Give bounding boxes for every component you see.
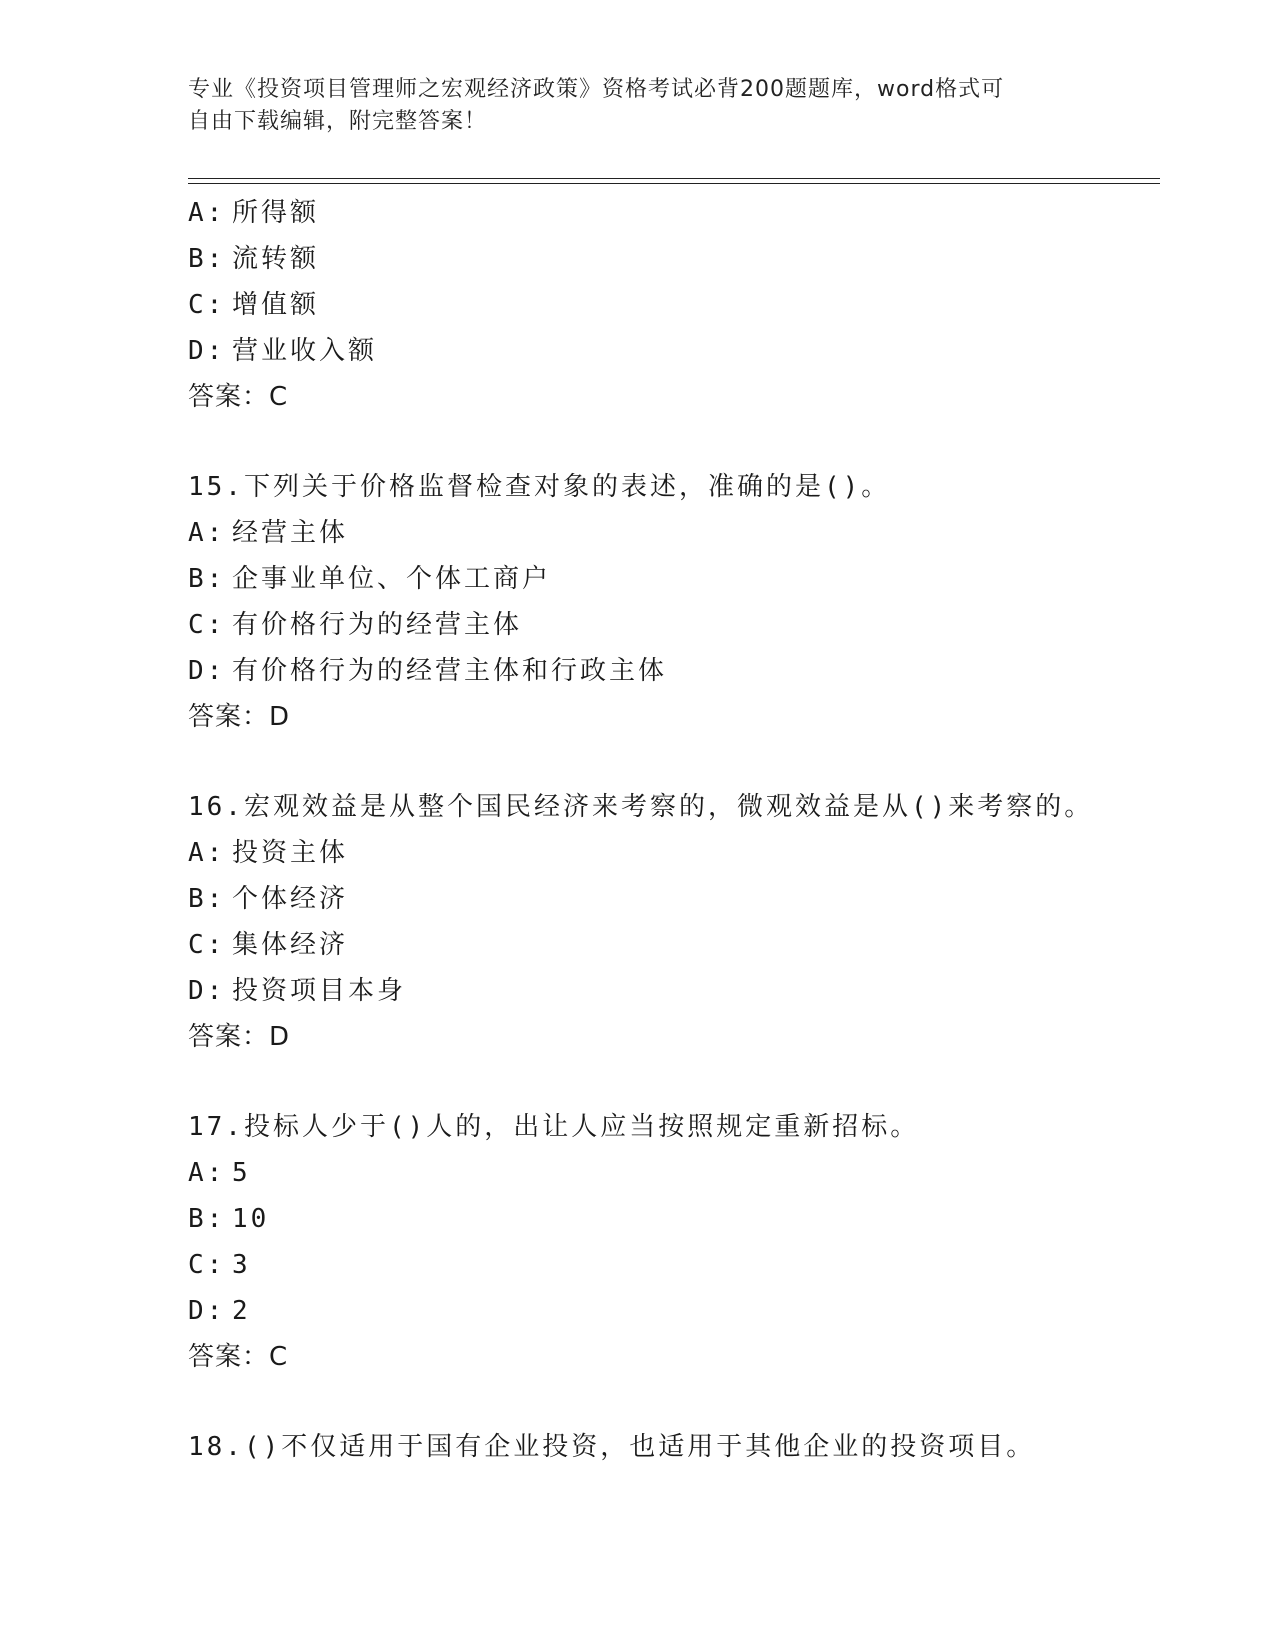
option-text: 所得额 [232, 198, 320, 228]
header-divider [188, 178, 1160, 184]
option-text: 有价格行为的经营主体 [232, 610, 523, 640]
option-a [188, 190, 1148, 236]
question-stem: 16.宏观效益是从整个国民经济来考察的，微观效益是从()来考察的。 [188, 792, 1094, 822]
question-stem: 17.投标人少于()人的，出让人应当按照规定重新招标。 [188, 1112, 920, 1142]
option-text: 集体经济 [232, 930, 349, 960]
option-letter: D: [188, 336, 226, 366]
question-list [188, 190, 1148, 1470]
option-d [188, 648, 1148, 694]
option-letter: C: [188, 290, 226, 320]
option-letter: C: [188, 1250, 226, 1280]
option-letter: B: [188, 564, 226, 594]
answer-line: 答案：D [188, 702, 291, 732]
option-d [188, 968, 1148, 1014]
option-a [188, 830, 1148, 876]
option-letter: C: [188, 610, 226, 640]
option-a [188, 1150, 1148, 1196]
option-d [188, 328, 1148, 374]
option-letter: B: [188, 244, 226, 274]
option-letter: A: [188, 1158, 226, 1188]
answer-line: 答案：C [188, 382, 289, 412]
option-letter: C: [188, 930, 226, 960]
option-c [188, 922, 1148, 968]
option-text: 投资主体 [232, 838, 349, 868]
option-text: 有价格行为的经营主体和行政主体 [232, 656, 668, 686]
question-18 [188, 1424, 1148, 1470]
option-text: 5 [232, 1158, 251, 1188]
option-letter: A: [188, 198, 226, 228]
header-line-1: 专业《投资项目管理师之宏观经济政策》资格考试必背200题题库，word格式可 [188, 77, 1005, 102]
option-letter: D: [188, 1296, 226, 1326]
answer-line: 答案：C [188, 1342, 289, 1372]
option-text: 经营主体 [232, 518, 349, 548]
option-text: 2 [232, 1296, 251, 1326]
document-header [188, 74, 1088, 138]
option-letter: B: [188, 1204, 226, 1234]
option-letter: D: [188, 656, 226, 686]
option-c [188, 602, 1148, 648]
option-text: 3 [232, 1250, 251, 1280]
option-letter: B: [188, 884, 226, 914]
option-letter: A: [188, 838, 226, 868]
question-15 [188, 464, 1148, 740]
option-letter: D: [188, 976, 226, 1006]
option-c [188, 282, 1148, 328]
header-line-2: 自由下载编辑，附完整答案！ [188, 109, 488, 134]
option-text: 增值额 [232, 290, 320, 320]
option-text: 投资项目本身 [232, 976, 407, 1006]
option-letter: A: [188, 518, 226, 548]
option-a [188, 510, 1148, 556]
option-b [188, 876, 1148, 922]
option-b [188, 1196, 1148, 1242]
answer-line: 答案：D [188, 1022, 291, 1052]
option-text: 流转额 [232, 244, 320, 274]
option-text: 10 [232, 1204, 270, 1234]
option-text: 个体经济 [232, 884, 349, 914]
question-stem: 15.下列关于价格监督检查对象的表述，准确的是()。 [188, 472, 891, 502]
option-b [188, 556, 1148, 602]
option-b [188, 236, 1148, 282]
option-d [188, 1288, 1148, 1334]
question-17 [188, 1104, 1148, 1380]
option-c [188, 1242, 1148, 1288]
option-text: 营业收入额 [232, 336, 378, 366]
question-14-tail [188, 190, 1148, 420]
question-16 [188, 784, 1148, 1060]
option-text: 企事业单位、个体工商户 [232, 564, 552, 594]
question-stem: 18.()不仅适用于国有企业投资，也适用于其他企业的投资项目。 [188, 1432, 1036, 1462]
